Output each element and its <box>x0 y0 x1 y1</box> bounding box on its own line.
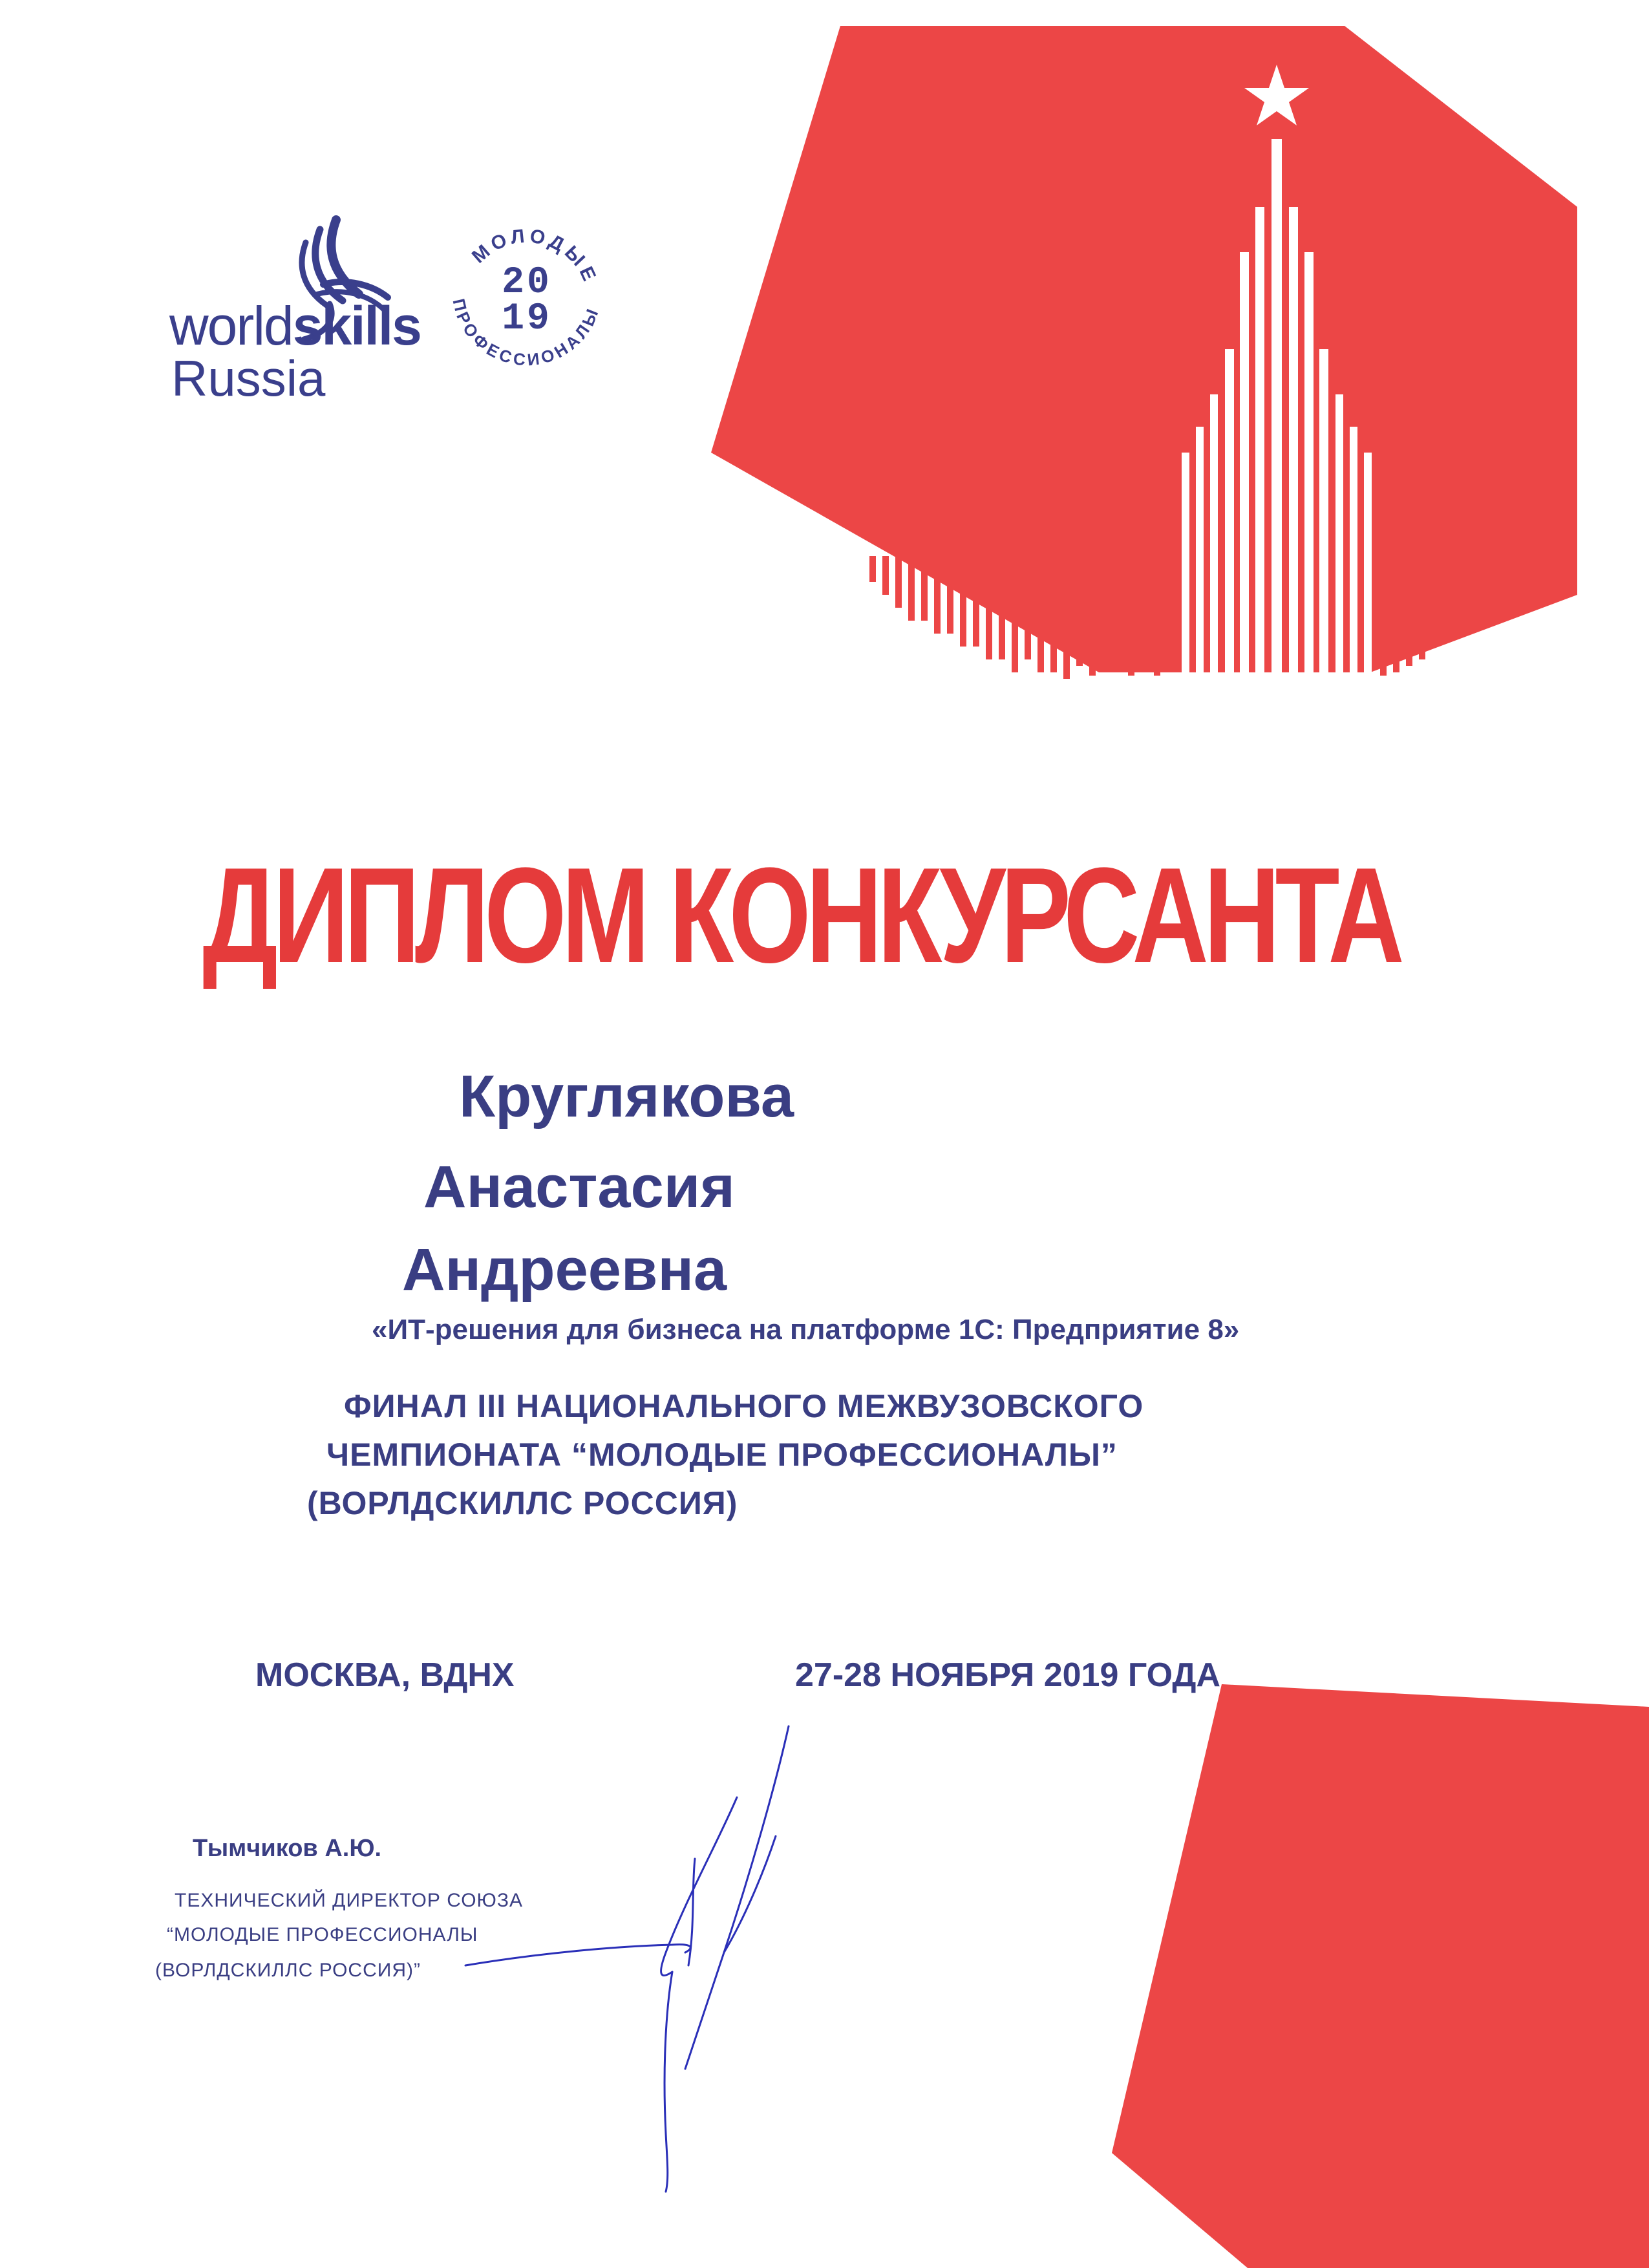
competition-skill: «ИТ-решения для бизнеса на платформе 1С: Предприятие 8» <box>372 1314 1240 1345</box>
badge-bottom-arc: ПРОФЕССИОНАЛЫ <box>449 297 604 370</box>
participant-surname: Круглякова <box>459 1064 794 1129</box>
signatory-position-line-3: (ВОРЛДСКИЛЛС РОССИЯ)” <box>155 1960 421 1981</box>
worldskills-wordmark-russia: Russia <box>171 350 326 407</box>
signatory-position-line-1: ТЕХНИЧЕСКИЙ ДИРЕКТОР СОЮЗА <box>175 1890 523 1911</box>
event-dates: 27-28 НОЯБРЯ 2019 ГОДА <box>795 1656 1220 1694</box>
event-location: МОСКВА, ВДНХ <box>255 1656 515 1694</box>
badge-year-bottom: 19 <box>502 298 552 340</box>
molodye-professionaly-badge-icon <box>427 194 621 414</box>
worldskills-wordmark-regular: world <box>169 295 293 356</box>
handwritten-signature-icon <box>440 1707 802 2198</box>
signatory-position-line-2: “МОЛОДЫЕ ПРОФЕССИОНАЛЫ <box>167 1924 478 1945</box>
championship-line-1: ФИНАЛ III НАЦИОНАЛЬНОГО МЕЖВУЗОВСКОГО <box>344 1388 1144 1424</box>
badge-top-arc: МОЛОДЫЕ <box>467 225 602 288</box>
worldskills-wordmark <box>169 295 421 356</box>
bottom-red-shape <box>1112 1684 1649 2268</box>
participant-patronymic: Андреевна <box>402 1237 727 1303</box>
diploma-title: ДИПЛОМ КОНКУРСАНТА <box>202 839 1399 991</box>
participant-first-name: Анастасия <box>423 1154 735 1220</box>
worldskills-wordmark-bold: skills <box>292 295 421 356</box>
badge-year-top: 20 <box>502 262 552 304</box>
top-red-shape <box>711 26 1577 682</box>
championship-line-2: ЧЕМПИОНАТА “МОЛОДЫЕ ПРОФЕССИОНАЛЫ” <box>326 1437 1118 1473</box>
championship-line-3: (ВОРЛДСКИЛЛС РОССИЯ) <box>307 1485 738 1521</box>
signatory-name: Тымчиков А.Ю. <box>193 1835 382 1862</box>
